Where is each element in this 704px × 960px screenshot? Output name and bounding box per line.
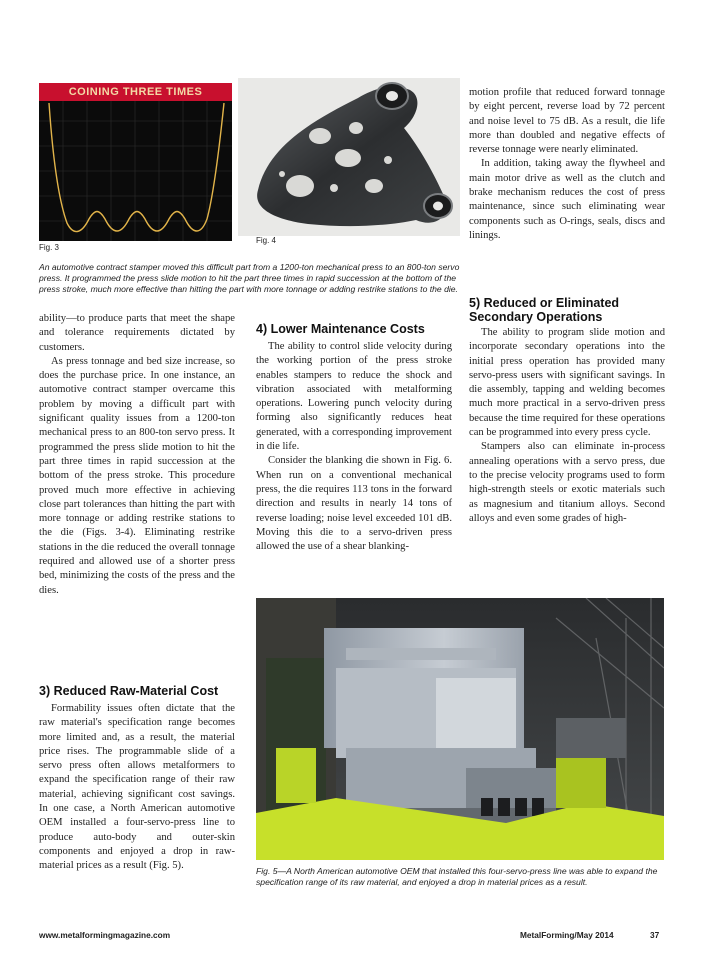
- col3-paragraph: motion profile that reduced forward tonnage by eight percent, reverse load by 72 percent and noise level to 75 dB. As a result, die life more than doubled and negative effects of reverse tonnage were nearly eliminated.: [469, 87, 665, 156]
- figure-5: [256, 598, 664, 860]
- col1-paragraph: As press tonnage and bed size increase, so does the purchase price. In one instance, an automotive contract stamper overcame this problem by moving a difficult part with significant quality issues from a 1200-ton mechanical press to an 800-ton servo press. It programmed the press slide motion to hit the part three times in rapid succession at the bottom of the press stroke. This procedure proved much more effective in achieving close part tolerances than hitting the part with more tonnage or adding restrike stations to the die (Figs. 3-4). Eliminating restrike stations in the die reduced the overall tonnage required and allowed use of a shorter press bed, minimizing the costs of the press and the dies.: [39, 355, 235, 596]
- fig4-stamped-part-photo: [238, 78, 460, 236]
- fig4-label: Fig. 4: [256, 236, 277, 245]
- fig3-slide-motion-curve: [49, 103, 224, 232]
- column-2: [256, 340, 452, 554]
- column-3: [469, 86, 665, 243]
- col3-paragraph: Stampers also can eliminate in-process annealing operations with a servo press, due to the precise velocity programs used to form high-strength steels or exotic materials such as magnesium and titanium alloys. Second alloys and even some grades of high-: [469, 441, 665, 524]
- fig3-label: Fig. 3: [39, 243, 60, 252]
- fig5-press-line-photo: [256, 598, 664, 860]
- footer-website: www.metalformingmagazine.com: [39, 930, 171, 940]
- fig3-4-caption: An automotive contract stamper moved this difficult part from a 1200-ton mechanical press to an 800-ton servo press. It programmed the press slide motion to hit the part three times in rapid succession at the bottom of the press stroke, much more effective than hitting the part with more tonnage or adding restrike stations to the die.: [39, 262, 460, 294]
- column-3-lower: [469, 326, 665, 526]
- fig5-caption: Fig. 5—A North American automotive OEM that installed this four-servo-press line was able to expand the specification range of its raw material, and enjoyed a drop in material prices as a result.: [256, 866, 658, 887]
- fig3-waveform-graph: [39, 101, 232, 241]
- column-1-lower: [39, 702, 235, 874]
- figure-3: [39, 83, 232, 241]
- heading-lower-maintenance-costs: 4) Lower Maintenance Costs: [256, 322, 425, 336]
- col2-paragraph: The ability to control slide velocity during the working portion of the press stroke enables stampers to reduce the shock and vibration associated with metalforming operations. Lowering punch velocity during forming also significantly reduces heat generated, with a corresponding improvement in die life.: [256, 341, 452, 453]
- heading-reduced-secondary-operations: 5) Reduced or Eliminated Secondary Operations: [469, 296, 620, 324]
- col1-paragraph: Formability issues often dictate that the raw material's specification range becomes more limited and, as a result, the material price rises. The programmable slide of a servo press often allows metalformers to expand the specification range of their raw material, achieving significant cost savings. In one case, a North American automotive OEM installed a four-servo-press line to produce auto-body and outer-skin components and enjoyed a drop in raw-material prices as a result (Fig. 5).: [39, 703, 235, 872]
- footer-page-number: 37: [650, 930, 660, 940]
- fig3-banner: [39, 83, 232, 101]
- column-1: [39, 312, 235, 598]
- fig3-grid: [39, 101, 232, 241]
- col1-paragraph: ability—to produce parts that meet the shape and tolerance requirements dictated by customers.: [39, 313, 235, 353]
- col2-paragraph: Consider the blanking die shown in Fig. 6. When run on a conventional mechanical press, the die requires 113 tons in the forward direction and results in nearly 14 tons of reverse loading; noise level exceeded 101 dB. Moving this die to a servo-driven press allowed the use of a shear blanking-: [256, 455, 452, 553]
- figure-4: [238, 78, 460, 236]
- footer-issue: MetalForming/May 2014: [520, 930, 614, 940]
- fig3-banner-text: COINING THREE TIMES: [68, 86, 203, 98]
- heading-reduced-raw-material-cost: 3) Reduced Raw-Material Cost: [39, 684, 219, 698]
- col3-paragraph: In addition, taking away the flywheel and main motor drive as well as the clutch and brake mechanism reduces the cost of press maintenance, since such eliminating wear components such as O-rings, seals, discs and linings.: [469, 158, 665, 241]
- col3-paragraph: The ability to program slide motion and incorporate secondary operations into the initial press operation has provided many servo-press users with significant savings. In die assembly, tapping and welding becomes much more practical in a servo-driven press because the time required for these operations can be programmed into every press cycle.: [469, 327, 665, 439]
